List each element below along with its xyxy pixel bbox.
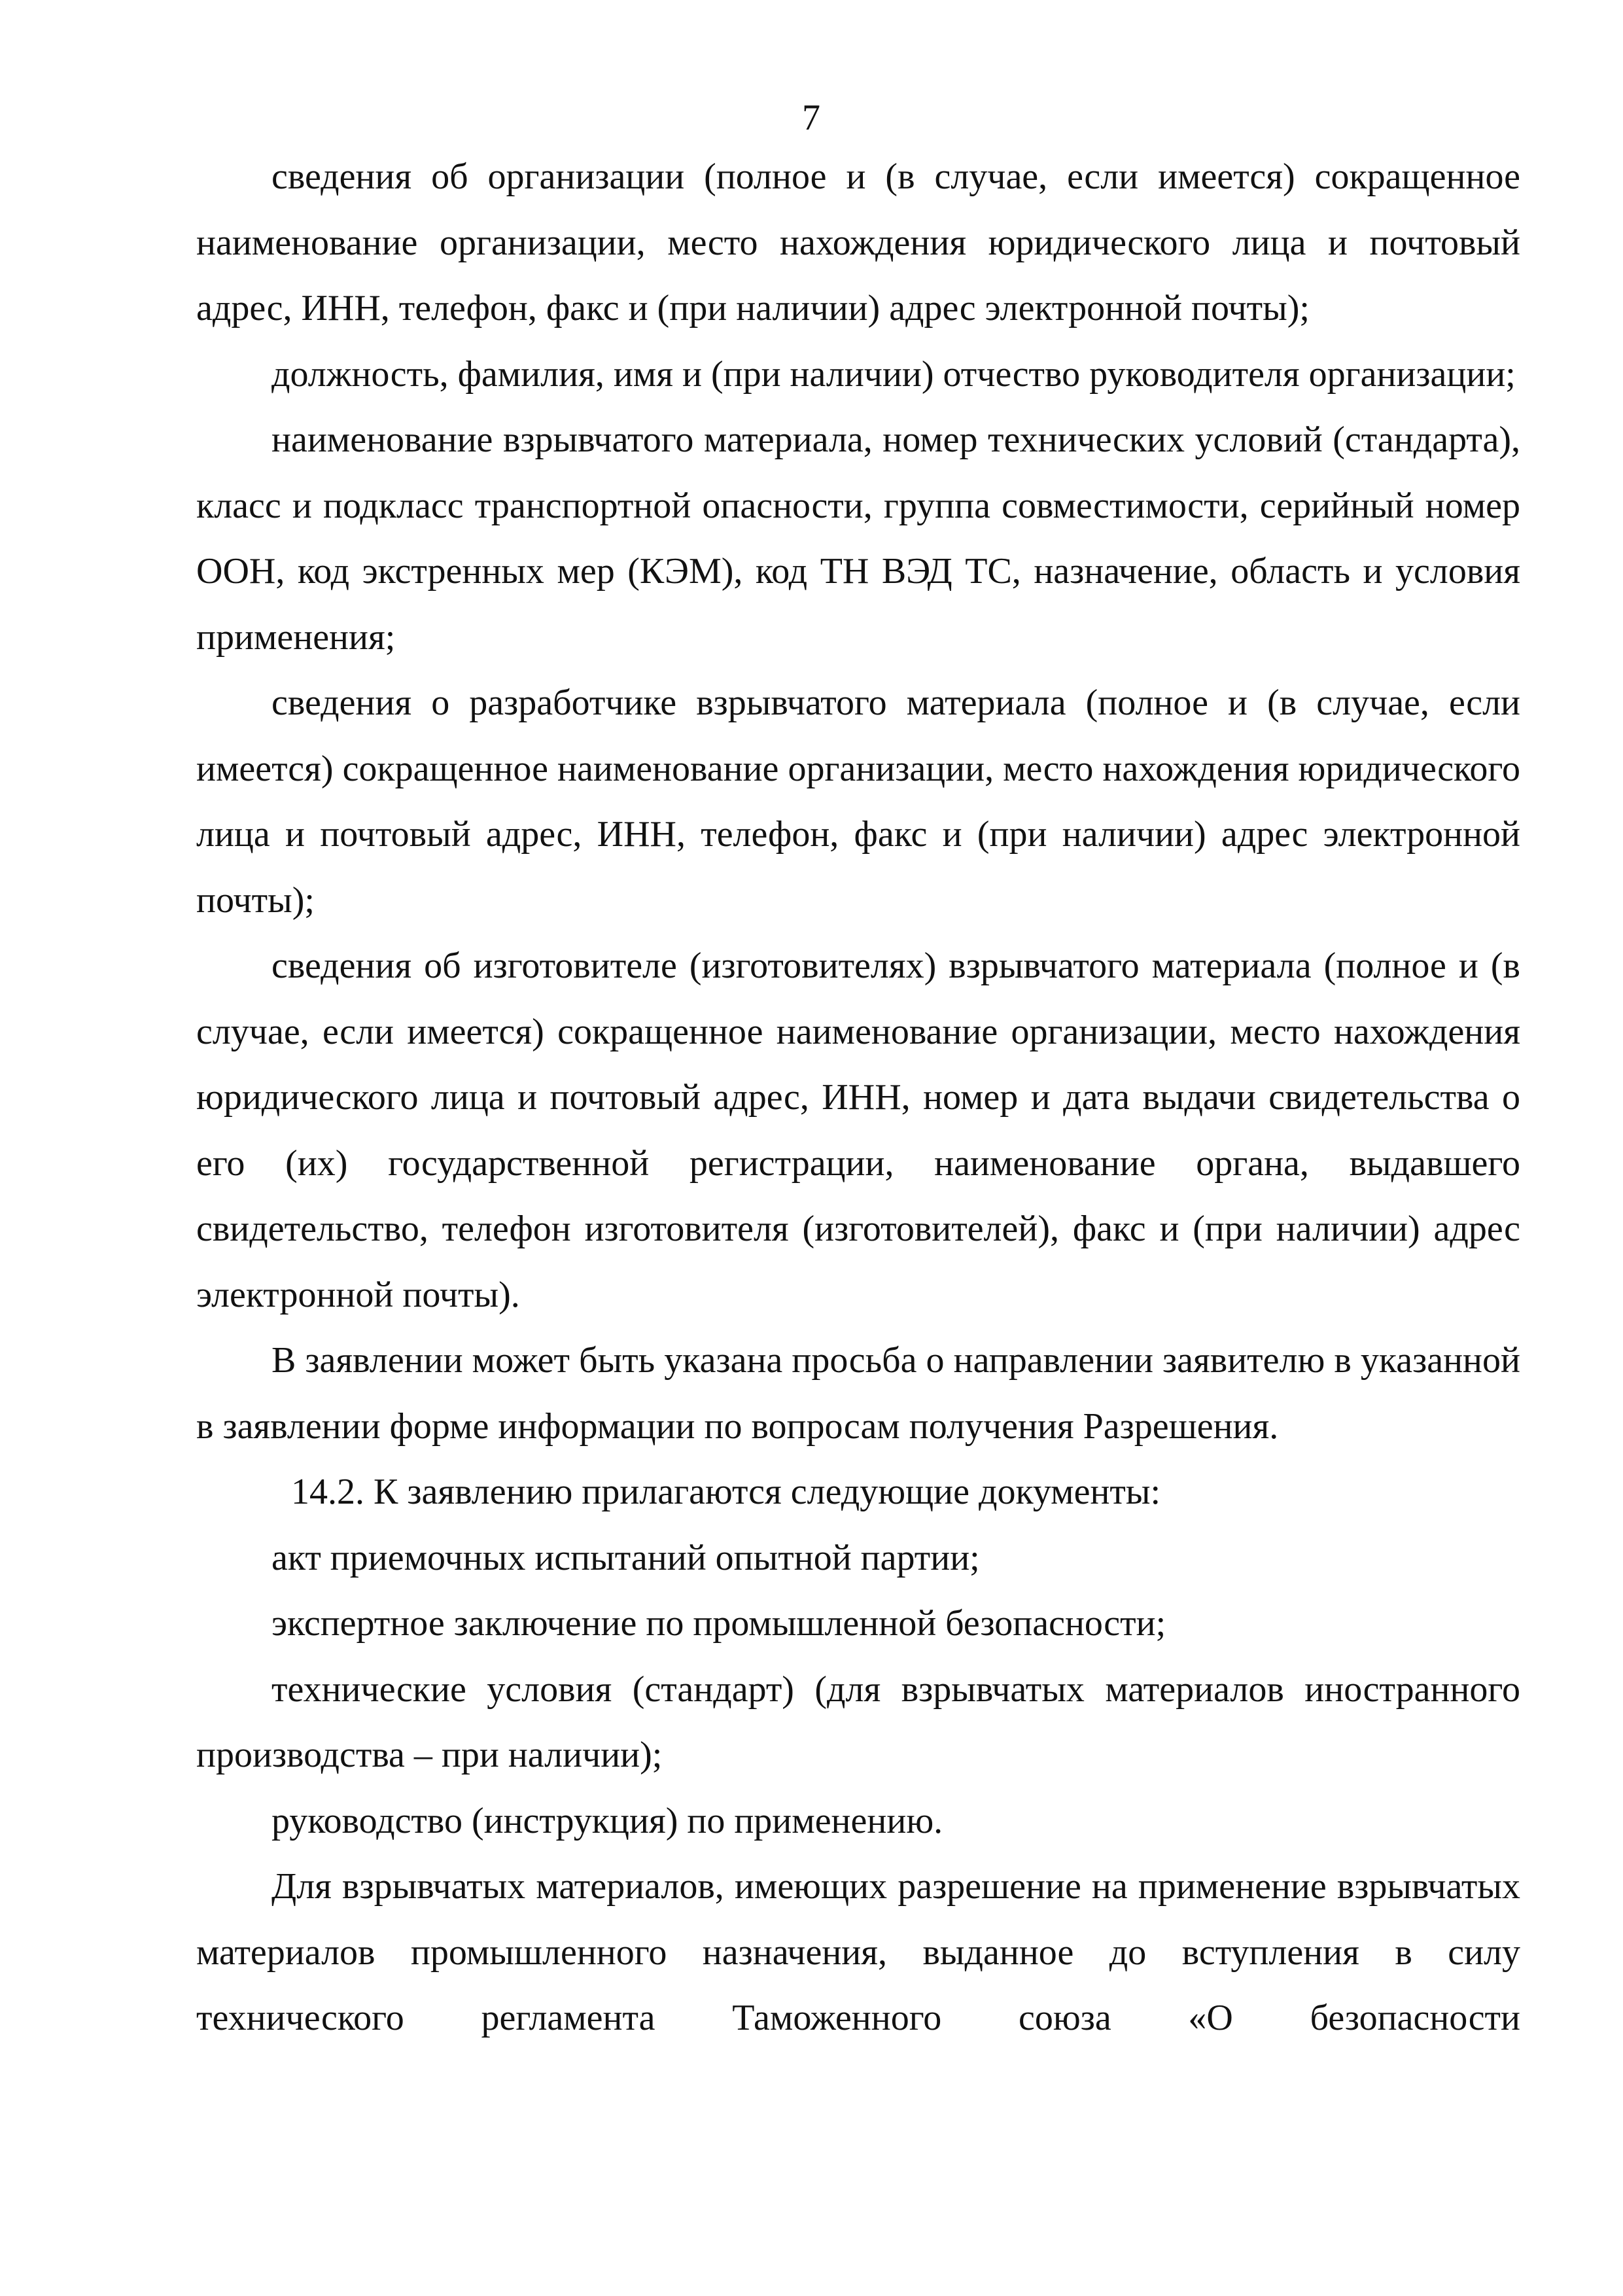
paragraph-manufacturer-info: сведения об изготовителе (изготовителях) взрывчатого материала (полное и (в случае, если имеется) сокращенное наименование организации, место нахождения юридического лица и почтовый адрес, ИНН, номер и дата выдачи свидетельства о его (их) государственной регистрации, наименование органа, выдавшего свидетельство, телефон изготовителя (изготовителей), факс и (при наличии) адрес электронной почты). (196, 945, 1520, 1315)
paragraph-usage-manual: руководство (инструкция) по применению. (271, 1800, 943, 1841)
page-number: 7 (802, 97, 820, 138)
paragraph-developer-info: сведения о разработчике взрывчатого материала (полное и (в случае, если имеется) сокращенное наименование организации, место нахождения юридического лица и почтовый адрес, ИНН, телефон, факс и (при наличии) адрес электронной почты); (196, 682, 1520, 921)
paragraph-organization-info: сведения об организации (полное и (в случае, если имеется) сокращенное наименование организации, место нахождения юридического лица и почтовый адрес, ИНН, телефон, факс и (при наличии) адрес электронной почты); (196, 156, 1520, 328)
document-body (196, 144, 1520, 2051)
paragraph-technical-conditions: технические условия (стандарт) (для взрывчатых материалов иностранного производства – при наличии); (196, 1669, 1520, 1775)
paragraph-existing-permits: Для взрывчатых материалов, имеющих разрешение на применение взрывчатых материалов промышленного назначения, выданное до вступления в силу технического регламента Таможенного союза «О безопасности (196, 1866, 1520, 2038)
paragraph-head-of-organization: должность, фамилия, имя и (при наличии) отчество руководителя организации; (271, 353, 1516, 395)
paragraph-explosive-material-name: наименование взрывчатого материала, номер технических условий (стандарта), класс и подкласс транспортной опасности, группа совместимости, серийный номер ООН, код экстренных мер (КЭМ), код ТН ВЭД ТС, назначение, область и условия применения; (196, 419, 1520, 658)
paragraph-acceptance-test-act: акт приемочных испытаний опытной партии; (271, 1537, 980, 1578)
paragraph-section-14-2: 14.2. К заявлению прилагаются следующие документы: (291, 1472, 1161, 1512)
paragraph-application-request: В заявлении может быть указана просьба о направлении заявителю в указанной в заявлении форме информации по вопросам получения Разрешения. (196, 1340, 1520, 1447)
paragraph-expert-conclusion: экспертное заключение по промышленной безопасности; (271, 1603, 1166, 1644)
